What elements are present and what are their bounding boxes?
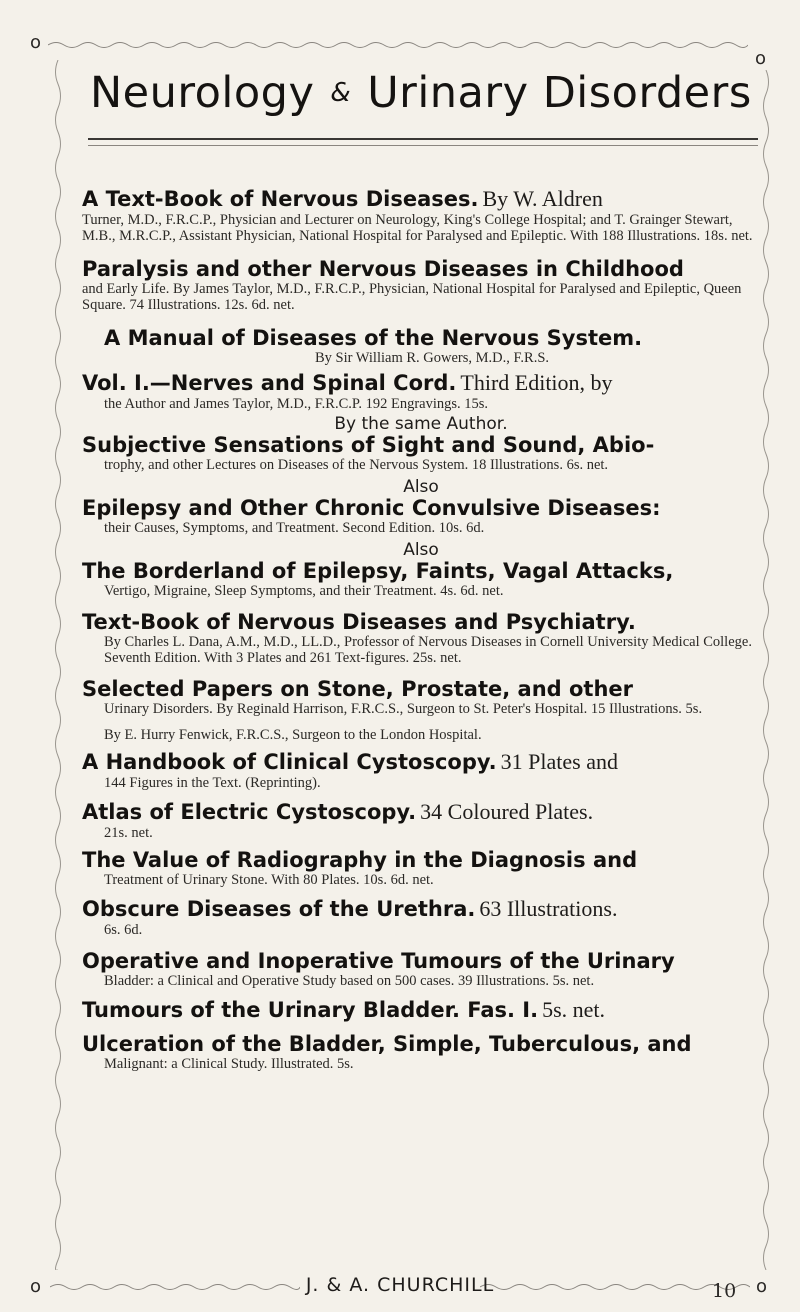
page-number: 10 [712, 1280, 737, 1302]
book-description: Bladder: a Clinical and Operative Study based on 500 cases. 39 Illustrations. 5s. net. [104, 973, 595, 989]
catalogue-list [82, 186, 760, 1072]
list-item [82, 997, 760, 1023]
list-item [82, 749, 760, 791]
book-author-lead: By W. Aldren [482, 186, 603, 211]
header-right: Urinary Disorders [367, 68, 752, 118]
list-item [82, 370, 760, 412]
header-ampersand: & [330, 78, 352, 108]
book-description: the Author and James Taylor, M.D., F.R.C.P. 192 Engravings. 15s. [104, 396, 489, 412]
book-title: Ulceration of the Bladder, Simple, Tuberculous, and [82, 1032, 692, 1056]
corner-ornament-bottom-right: o [756, 1276, 768, 1297]
list-item [82, 849, 760, 888]
book-illustrations: 63 Illustrations. [479, 896, 618, 921]
book-description: Treatment of Urinary Stone. With 80 Plates. 10s. 6d. net. [104, 872, 434, 888]
book-description: Turner, M.D., F.R.C.P., Physician and Lecturer on Neurology, King's College Hospital; and T. Grainger Stewart, M.B., M.R.C.P., Assistant Physician, National Hospital for Paralysed and Epileptic. With 188 Illustrations. 18s. net. [82, 212, 753, 244]
book-title: A Text-Book of Nervous Diseases. [82, 187, 479, 211]
book-title: A Manual of Diseases of the Nervous System. [104, 326, 643, 350]
header-left: Neurology [90, 68, 315, 118]
book-title: Epilepsy and Other Chronic Convulsive Diseases: [82, 496, 661, 520]
list-item [82, 950, 760, 989]
list-item [82, 1033, 760, 1072]
book-title: Vol. I.—Nerves and Spinal Cord. [82, 371, 457, 395]
book-description: their Causes, Symptoms, and Treatment. Second Edition. 10s. 6d. [104, 520, 485, 536]
book-plates: 31 Plates and [500, 749, 618, 774]
list-item [82, 186, 760, 244]
border-wave-right [760, 70, 772, 1270]
book-title: A Handbook of Clinical Cystoscopy. [82, 750, 497, 774]
list-item [82, 799, 760, 841]
corner-ornament-bottom-left: o [30, 1276, 42, 1297]
book-description: Urinary Disorders. By Reginald Harrison, F.R.C.S., Surgeon to St. Peter's Hospital. 15 Illustrations. 5s. [104, 701, 703, 717]
book-title: Atlas of Electric Cystoscopy. [82, 800, 417, 824]
book-description: and Early Life. By James Taylor, M.D., F.R.C.P., Physician, National Hospital for Paralysed and Epileptic, Queen Square. 74 Illustrations. 12s. 6d. net. [82, 281, 742, 313]
border-wave-top [48, 40, 748, 50]
book-title: Tumours of the Urinary Bladder. Fas. I. [82, 998, 539, 1022]
corner-ornament-top-right: o [755, 48, 767, 69]
book-price: 6s. 6d. [104, 922, 143, 938]
book-title: The Value of Radiography in the Diagnosis and [82, 848, 638, 872]
page-header [90, 68, 752, 118]
book-title: Subjective Sensations of Sight and Sound, Abio- [82, 433, 655, 457]
list-item [82, 611, 760, 666]
section-note: Also [403, 477, 439, 497]
book-title: Operative and Inoperative Tumours of the Urinary [82, 949, 675, 973]
header-rule-thin [88, 145, 758, 146]
book-title: The Borderland of Epilepsy, Faints, Vagal Attacks, [82, 559, 674, 583]
list-item [82, 497, 760, 536]
book-plates: 34 Coloured Plates. [420, 799, 594, 824]
corner-ornament-top-left: o [30, 32, 42, 53]
book-description: By Charles L. Dana, A.M., M.D., LL.D., Professor of Nervous Diseases in Cornell University Medical College. Seventh Edition. With 3 Plates and 261 Text-figures. 25s. net. [104, 634, 752, 666]
section-note: By the same Author. [334, 414, 508, 434]
author-byline: By E. Hurry Fenwick, F.R.C.S., Surgeon to the London Hospital. [104, 727, 482, 743]
list-item [82, 258, 760, 313]
book-title: Selected Papers on Stone, Prostate, and other [82, 677, 634, 701]
list-item [82, 434, 760, 473]
list-item [82, 327, 760, 366]
header-rule-thick [88, 138, 758, 140]
list-item [82, 678, 760, 717]
book-title: Paralysis and other Nervous Diseases in Childhood [82, 257, 684, 281]
border-wave-left [52, 60, 64, 1270]
book-description: Malignant: a Clinical Study. Illustrated. 5s. [104, 1056, 354, 1072]
list-item [82, 896, 760, 938]
book-description: 144 Figures in the Text. (Reprinting). [104, 775, 321, 791]
list-item [82, 560, 760, 599]
book-price: 21s. net. [104, 825, 153, 841]
publisher-footer: J. & A. CHURCHILL [305, 1274, 495, 1296]
book-edition: Third Edition, by [460, 370, 613, 395]
book-description: trophy, and other Lectures on Diseases of the Nervous System. 18 Illustrations. 6s. net. [104, 457, 609, 473]
book-title: Obscure Diseases of the Urethra. [82, 897, 476, 921]
section-note: Also [403, 540, 439, 560]
book-price: 5s. net. [542, 997, 606, 1022]
book-description: Vertigo, Migraine, Sleep Symptoms, and their Treatment. 4s. 6d. net. [104, 583, 504, 599]
book-title: Text-Book of Nervous Diseases and Psychiatry. [82, 610, 636, 634]
book-author: By Sir William R. Gowers, M.D., F.R.S. [314, 350, 550, 366]
